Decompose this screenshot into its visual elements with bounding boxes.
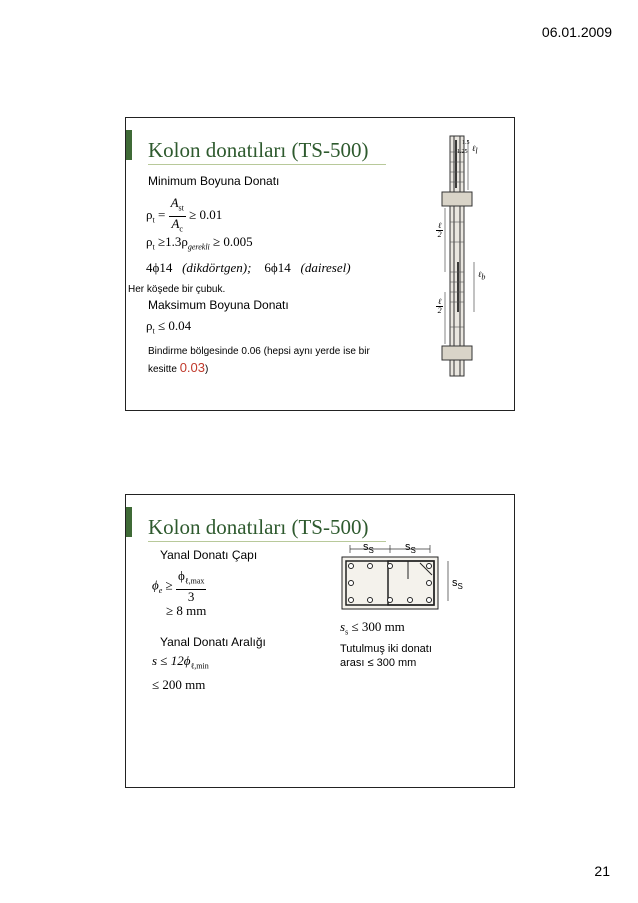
max-heading: Maksimum Boyuna Donatı (148, 298, 289, 312)
slide-accent-bar (126, 130, 132, 160)
page-number: 21 (594, 863, 610, 879)
fig-label-lb: ℓ$_b$ (478, 270, 486, 282)
fig-label-1-5: 1.5 (462, 140, 470, 146)
slide-title: Kolon donatıları (TS-500) (148, 515, 369, 539)
slide-accent-bar (126, 507, 132, 537)
eq-lateral-diameter: $\phi_e$ ≥ $\frac{\phi_{\ell,max}}{3}$ (152, 568, 205, 604)
lateral-diameter-heading: Yanal Donatı Çapı (160, 548, 258, 562)
fig-spacing-label-3: $s_S$ (452, 577, 463, 592)
lap-note-line-2: kesitte 0.03) (148, 360, 209, 375)
column-section-figure (336, 539, 456, 617)
fig-label-half-bottom: $\frac{\text{ℓ}}{2}$ (437, 297, 442, 315)
lateral-spacing-heading: Yanal Donatı Aralığı (160, 635, 266, 649)
eq-lateral-min-diameter: ≥ 8 mm (166, 603, 207, 618)
eq-min-required: $\rho_t \ge 1.3\rho_{gerekli} \ge 0.005$ (146, 234, 253, 252)
column-elevation-figure (436, 132, 498, 380)
fig-spacing-label-2: $s_S$ (405, 541, 416, 556)
lap-note-line-1: Bindirme bölgesinde 0.06 (hepsi aynı yerde ise bir (148, 346, 370, 357)
page-date: 06.01.2009 (541, 24, 612, 40)
eq-lateral-max-spacing: ≤ 200 mm (152, 677, 206, 692)
eq-lateral-spacing: $s \le 12\phi_{\ell,min}$ (152, 653, 209, 671)
title-rule (148, 164, 386, 165)
fig-label-half-top: $\frac{\text{ℓ}}{2}$ (437, 221, 442, 239)
fig-label-l: ℓ$_l$ (472, 144, 478, 156)
eq-max-ratio: $\rho_t \le 0.04$ (146, 318, 192, 336)
slide-2 (125, 494, 515, 788)
tie-note-line-2: arası ≤ 300 mm (340, 657, 417, 669)
slide-1 (125, 117, 515, 411)
eq-min-bars: 4ϕ14 (dikdörtgen); 6ϕ14 (dairesel) (146, 260, 351, 275)
fig-label-1-25: 1.25 (457, 149, 468, 155)
lap-note-value: 0.03 (179, 360, 205, 375)
slide-title: Kolon donatıları (TS-500) (148, 138, 369, 162)
eq-min-ratio: $\rho_t$ = $\frac{A_{st}}{A_c}$ ≥ 0.01 (146, 195, 223, 234)
fig-spacing-label-1: $s_S$ (363, 541, 374, 556)
tie-note-line-1: Tutulmuş iki donatı (340, 643, 432, 655)
min-heading: Minimum Boyuna Donatı (148, 174, 280, 188)
eq-tie-spacing: $s_s \le 300$ mm (340, 619, 405, 637)
corner-note: Her köşede bir çubuk. (128, 284, 226, 295)
